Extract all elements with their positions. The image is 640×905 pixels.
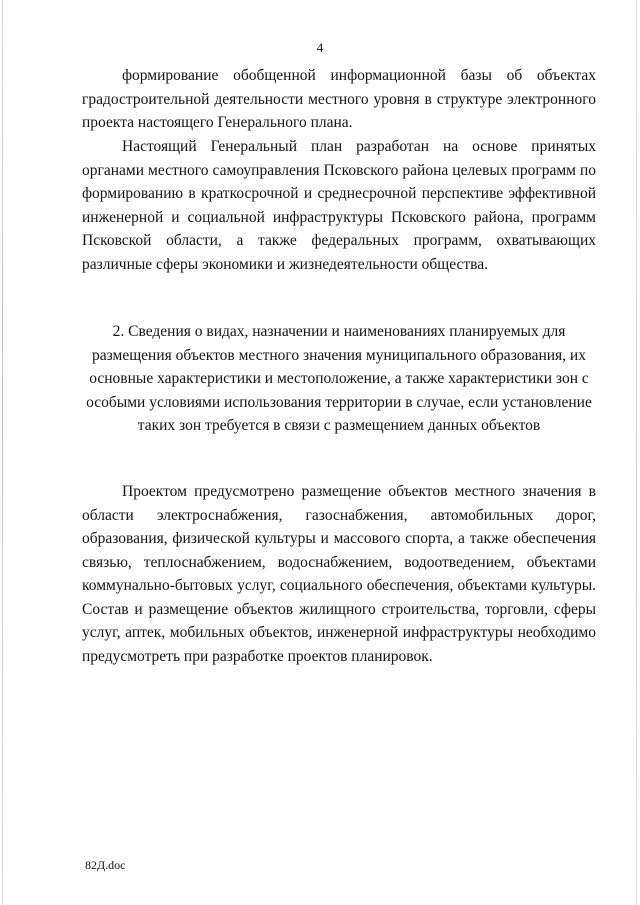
- scan-edge-left: [2, 0, 3, 905]
- paragraph-info-base: формирование обобщенной информационной базы об объектах градостроительной деятельности местного уровня в структуре электронного проекта настоящего Генерального плана.: [82, 67, 596, 131]
- paragraph-general-plan: Настоящий Генеральный план разработан на основе принятых органами местного самоуправления Псковского района целевых программ по формированию в краткосрочной и среднесрочной перспективе эффективной инженерной и социальной инфраструктуры Псковского района, программ Псковской области, а также федеральных программ, охватывающих различные сферы экономики и жизнедеятельности общества.: [82, 138, 596, 273]
- section-heading: 2. Сведения о видах, назначении и наименованиях планируемых для размещения объектов местного значения муниципального образования, их основные характеристики и местоположение, а также характеристики зон с особыми условиями использования территории в случае, если установление таких зон требуется в связи с размещением данных объектов: [86, 323, 592, 434]
- page-number: 4: [316, 40, 324, 55]
- paragraph-local-objects: Проектом предусмотрено размещение объектов местного значения в области электроснабжения, газоснабжения, автомобильных дорог, образования, физической культуры и массового спорта, а также обеспечения связью, теплоснабжением, водоснабжением, водоотведением, объектами коммунально-бытовых услуг, социального обеспечения, объектами культуры. Состав и размещение объектов жилищного строительства, торговли, сферы услуг, аптек, мобильных объектов, инженерной инфраструктуры необходимо предусмотреть при разработке проектов планировок.: [82, 483, 596, 665]
- file-name-footer: 82Д.doc: [85, 858, 126, 872]
- scan-edge-right: [636, 0, 637, 905]
